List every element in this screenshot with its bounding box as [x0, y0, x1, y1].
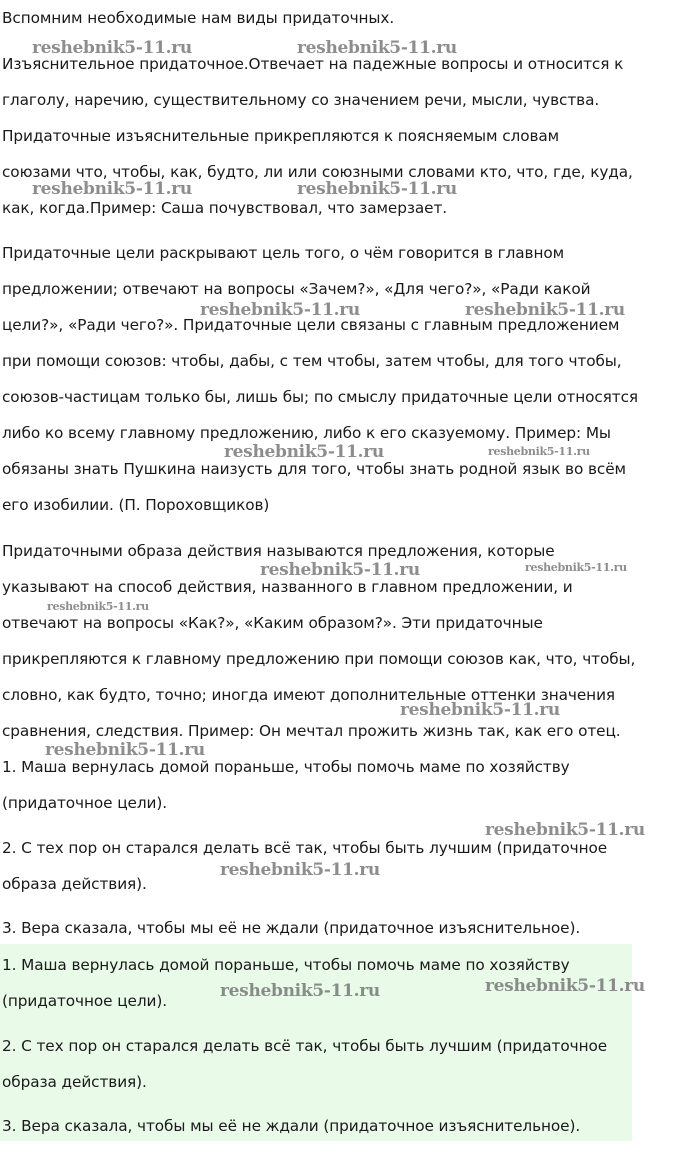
text-line: указывают на способ действия, названного в главном предложении, и	[2, 578, 573, 596]
text-line: прикрепляются к главному предложению при помощи союзов как, что, чтобы,	[2, 650, 636, 668]
text-line: Придаточные изъяснительные прикрепляются к поясняемым словам	[2, 127, 560, 145]
text-line: как, когда.Пример: Саша почувствовал, что замерзает.	[2, 199, 448, 217]
text-line: Изъяснительное придаточное.Отвечает на падежные вопросы и относится к	[2, 55, 624, 73]
answer-line: 3. Вера сказала, чтобы мы её не ждали (придаточное изъяснительное).	[2, 1117, 581, 1135]
text-line: 3. Вера сказала, чтобы мы её не ждали (придаточное изъяснительное).	[2, 919, 581, 937]
text-line: Вспомним необходимые нам виды придаточных.	[2, 9, 395, 27]
watermark: reshebnik5-11.ru	[32, 179, 192, 199]
watermark: reshebnik5-11.ru	[220, 860, 380, 880]
watermark: reshebnik5-11.ru	[525, 561, 627, 574]
text-line: 1. Маша вернулась домой пораньше, чтобы помочь маме по хозяйству	[2, 758, 570, 776]
watermark: reshebnik5-11.ru	[224, 442, 384, 462]
watermark: reshebnik5-11.ru	[488, 445, 590, 458]
text-line: отвечают на вопросы «Как?», «Каким образом?». Эти придаточные	[2, 614, 543, 632]
text-line: обязаны знать Пушкина наизусть для того, чтобы знать родной язык во всём	[2, 460, 626, 478]
watermark: reshebnik5-11.ru	[200, 300, 360, 320]
watermark: reshebnik5-11.ru	[45, 740, 205, 760]
text-line: либо ко всему главному предложению, либо к его сказуемому. Пример: Мы	[2, 424, 611, 442]
watermark: reshebnik5-11.ru	[297, 38, 457, 58]
answer-line: (придаточное цели).	[2, 992, 167, 1010]
text-line: союзами что, чтобы, как, будто, ли или союзными словами кто, что, где, куда,	[2, 163, 633, 181]
watermark: reshebnik5-11.ru	[260, 560, 420, 580]
watermark: reshebnik5-11.ru	[220, 981, 380, 1001]
watermark: reshebnik5-11.ru	[297, 179, 457, 199]
text-line: при помощи союзов: чтобы, дабы, с тем чтобы, затем чтобы, для того чтобы,	[2, 352, 622, 370]
text-line: Придаточными образа действия называются предложения, которые	[2, 542, 555, 560]
watermark: reshebnik5-11.ru	[400, 700, 560, 720]
text-line: словно, как будто, точно; иногда имеют дополнительные оттенки значения	[2, 686, 616, 704]
text-line: его изобилии. (П. Пороховщиков)	[2, 496, 270, 514]
text-line: (придаточное цели).	[2, 794, 167, 812]
text-line: цели?», «Ради чего?». Придаточные цели связаны с главным предложением	[2, 316, 620, 334]
answer-line: 1. Маша вернулась домой пораньше, чтобы помочь маме по хозяйству	[2, 956, 570, 974]
watermark: reshebnik5-11.ru	[485, 976, 645, 996]
text-line: глаголу, наречию, существительному со значением речи, мысли, чувства.	[2, 91, 600, 109]
watermark: reshebnik5-11.ru	[32, 38, 192, 58]
text-line: сравнения, следствия. Пример: Он мечтал прожить жизнь так, как его отец.	[2, 722, 621, 740]
watermark: reshebnik5-11.ru	[485, 820, 645, 840]
answer-line: образа действия).	[2, 1073, 147, 1091]
watermark: reshebnik5-11.ru	[47, 600, 149, 613]
text-line: предложении; отвечают на вопросы «Зачем?», «Для чего?», «Ради какой	[2, 280, 591, 298]
text-line: Придаточные цели раскрывают цель того, о чём говорится в главном	[2, 244, 565, 262]
text-line: образа действия).	[2, 875, 147, 893]
answer-line: 2. С тех пор он старался делать всё так, чтобы быть лучшим (придаточное	[2, 1037, 608, 1055]
watermark: reshebnik5-11.ru	[465, 300, 625, 320]
text-line: союзов-частицам только бы, лишь бы; по смыслу придаточные цели относятся	[2, 388, 639, 406]
text-line: 2. С тех пор он старался делать всё так, чтобы быть лучшим (придаточное	[2, 839, 608, 857]
